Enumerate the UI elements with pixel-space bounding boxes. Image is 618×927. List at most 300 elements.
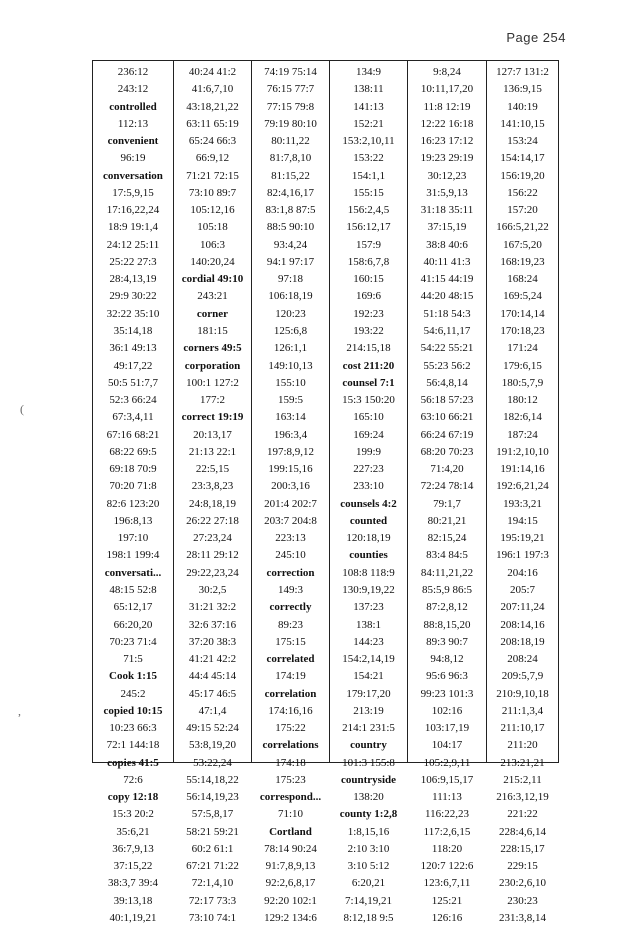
index-reference: 105:18	[197, 221, 228, 234]
index-term: country	[350, 739, 387, 752]
index-reference: 40:1,19,21	[109, 912, 157, 925]
index-reference: 47:1,4	[198, 704, 227, 717]
index-reference: 83:4 84:5	[426, 549, 468, 562]
index-reference: 214:1 231:5	[342, 722, 395, 735]
index-term: countryside	[341, 773, 396, 786]
index-reference: 211:10,17	[500, 722, 545, 735]
index-reference: 3:10 5:12	[347, 860, 390, 873]
index-reference: 49:17,22	[113, 359, 153, 372]
index-reference: 125:21	[431, 894, 463, 907]
index-reference: 54:6,11,17	[423, 324, 471, 337]
index-reference: 208:24	[507, 653, 538, 666]
index-reference: 245:10	[275, 549, 306, 562]
index-reference: 31:18 35:11	[420, 204, 474, 217]
index-reference: 157:20	[507, 204, 538, 217]
index-reference: 181:15	[197, 324, 228, 337]
index-reference: 144:23	[353, 635, 384, 648]
index-reference: 43:18,21,22	[186, 100, 239, 113]
index-reference: 155:15	[353, 186, 384, 199]
index-reference: 52:3 66:24	[109, 394, 157, 407]
index-reference: 199:15,16	[268, 463, 313, 476]
index-reference: 211:1,3,4	[501, 704, 544, 717]
index-reference: 157:9	[355, 238, 382, 251]
index-reference: 91:7,8,9,13	[265, 860, 316, 873]
index-reference: 243:21	[197, 290, 228, 303]
index-reference: 233:10	[353, 480, 384, 493]
index-reference: 16:23 17:12	[420, 135, 474, 148]
index-reference: 105:12,16	[190, 204, 235, 217]
index-reference: 9:8,24	[433, 66, 461, 78]
index-reference: 198:1 199:4	[106, 549, 160, 562]
margin-mark: ,	[18, 704, 21, 718]
index-reference: 160:15	[353, 273, 384, 286]
index-reference: 140:19	[507, 100, 538, 113]
page-number: Page 254	[506, 30, 566, 45]
index-reference: 195:19,21	[500, 532, 545, 545]
index-reference: 153:24	[507, 135, 538, 148]
index-reference: 72:6	[123, 773, 143, 786]
index-reference: 154:2,14,19	[342, 653, 395, 666]
index-reference: 203:7 204:8	[264, 514, 317, 527]
index-reference: 201:4 202:7	[264, 497, 317, 510]
index-term: correspond...	[259, 791, 322, 804]
index-reference: 167:5,20	[503, 238, 542, 251]
index-reference: 105:2,9,11	[423, 756, 471, 769]
index-column-6	[486, 61, 558, 925]
index-reference: 37:20 38:3	[188, 635, 237, 648]
index-reference: 170:14,14	[500, 307, 545, 320]
index-reference: 72:24 78:14	[420, 480, 474, 493]
index-reference: 66:20,20	[113, 618, 153, 631]
index-reference: 60:2 61:1	[191, 842, 234, 855]
index-reference: 153:22	[353, 152, 384, 165]
index-reference: 29:22,23,24	[186, 566, 239, 579]
index-term: counsels 4:2	[340, 497, 397, 510]
index-term: correct 19:19	[181, 411, 244, 424]
index-term: Cortland	[269, 825, 312, 838]
index-reference: 228:4,6,14	[498, 825, 547, 838]
index-reference: 82:6 123:20	[106, 497, 160, 510]
index-reference: 168:19,23	[500, 255, 545, 268]
index-reference: 209:5,7,9	[501, 670, 544, 683]
index-reference: 17:5,9,15	[112, 186, 154, 199]
index-reference: 82:15,24	[427, 532, 467, 545]
index-reference: 140:20,24	[190, 255, 235, 268]
index-reference: 230:23	[507, 894, 538, 907]
index-reference: 37:15,22	[113, 860, 153, 873]
index-term: correlated	[266, 653, 315, 666]
index-reference: 103:17,19	[424, 722, 470, 735]
index-reference: 87:2,8,12	[426, 601, 468, 614]
index-reference: 174:19	[275, 670, 306, 683]
index-reference: 48:15 52:8	[109, 583, 157, 596]
index-reference: 89:23	[277, 618, 304, 631]
index-reference: 94:1 97:17	[266, 255, 315, 268]
index-reference: 120:18,19	[346, 532, 391, 545]
index-reference: 213:21,21	[500, 756, 545, 769]
index-reference: 101:3 155:8	[342, 756, 395, 769]
index-reference: 100:1 127:2	[186, 376, 239, 389]
index-reference: 24:8,18,19	[188, 497, 237, 510]
index-reference: 152:21	[353, 117, 384, 130]
index-reference: 138:11	[353, 83, 384, 96]
index-reference: 8:12,18 9:5	[343, 912, 394, 925]
index-reference: 65:24 66:3	[188, 135, 237, 148]
index-reference: 192:6,21,24	[496, 480, 549, 493]
index-reference: 193:3,21	[503, 497, 542, 510]
index-reference: 29:9 30:22	[109, 290, 157, 303]
index-term: conversation	[103, 169, 163, 182]
index-reference: 80:11,22	[271, 135, 310, 148]
index-term: cost 211:20	[342, 359, 395, 372]
index-reference: 149:3	[277, 583, 304, 596]
index-reference: 194:15	[507, 514, 538, 527]
index-reference: 56:18 57:23	[420, 394, 474, 407]
index-reference: 38:3,7 39:4	[107, 877, 159, 890]
index-reference: 7:14,19,21	[344, 894, 393, 907]
index-reference: 171:24	[507, 342, 538, 355]
index-reference: 72:17 73:3	[188, 894, 237, 907]
index-reference: 67:16 68:21	[106, 428, 160, 441]
index-reference: 118:20	[431, 842, 463, 855]
index-reference: 81:15,22	[271, 169, 310, 182]
index-reference: 136:9,15	[503, 83, 542, 96]
index-reference: 40:24 41:2	[188, 66, 237, 78]
index-reference: 92:20 102:1	[264, 894, 317, 907]
index-reference: 73:10 89:7	[188, 186, 237, 199]
index-reference: 141:13	[353, 100, 384, 113]
index-reference: 158:6,7,8	[347, 255, 390, 268]
index-reference: 10:23 66:3	[109, 722, 157, 735]
index-reference: 180:5,7,9	[501, 376, 544, 389]
index-reference: 45:17 46:5	[188, 687, 237, 700]
index-reference: 1:8,15,16	[347, 825, 390, 838]
index-reference: 44:20 48:15	[420, 290, 474, 303]
index-reference: 211:20	[507, 739, 538, 752]
index-reference: 134:9	[355, 66, 382, 78]
index-reference: 72:1,4,10	[191, 877, 234, 890]
index-reference: 168:24	[507, 273, 538, 286]
index-reference: 192:23	[353, 307, 384, 320]
index-reference: 179:17,20	[346, 687, 391, 700]
index-reference: 94:8,12	[430, 653, 464, 666]
index-reference: 32:6 37:16	[188, 618, 237, 631]
index-reference: 126:1,1	[273, 342, 308, 355]
index-reference: 156:12,17	[346, 221, 391, 234]
index-reference: 44:4 45:14	[188, 670, 237, 683]
index-reference: 92:2,6,8,17	[265, 877, 316, 890]
index-reference: 58:21 59:21	[186, 825, 239, 838]
index-reference: 108:8 118:9	[342, 566, 395, 579]
index-reference: 236:12	[117, 66, 149, 78]
index-reference: 125:6,8	[273, 324, 308, 337]
index-reference: 72:1 144:18	[106, 739, 160, 752]
index-reference: 230:2,6,10	[498, 877, 547, 890]
index-reference: 112:13	[117, 117, 149, 130]
index-reference: 177:2	[199, 394, 226, 407]
index-reference: 216:3,12,19	[496, 791, 549, 804]
index-reference: 21:13 22:1	[188, 445, 237, 458]
index-reference: 68:22 69:5	[109, 445, 157, 458]
index-reference: 175:23	[275, 773, 306, 786]
index-reference: 71:21 72:15	[186, 169, 239, 182]
index-reference: 117:2,6,15	[423, 825, 471, 838]
index-reference: 31:5,9,13	[426, 186, 468, 199]
index-reference: 138:20	[353, 791, 384, 804]
index-reference: 179:6,15	[503, 359, 542, 372]
index-reference: 245:2	[120, 687, 146, 700]
index-reference: 23:3,8,23	[191, 480, 234, 493]
index-reference: 227:23	[353, 463, 384, 476]
index-reference: 126:16	[431, 912, 463, 925]
index-reference: 15:3 150:20	[342, 394, 395, 407]
index-reference: 37:15,19	[427, 221, 467, 234]
index-reference: 106:3	[199, 238, 226, 251]
index-reference: 66:9,12	[195, 152, 230, 165]
index-reference: 214:15,18	[346, 342, 391, 355]
index-term: counsel 7:1	[342, 376, 395, 389]
index-reference: 20:13,17	[193, 428, 232, 441]
index-reference: 19:23 29:19	[420, 152, 474, 165]
index-reference: 127:7 131:2	[496, 66, 549, 78]
index-reference: 56:14,19,23	[186, 791, 239, 804]
index-reference: 17:16,22,24	[106, 204, 160, 217]
index-reference: 63:10 66:21	[420, 411, 474, 424]
index-term: convenient	[107, 135, 159, 148]
index-reference: 123:6,7,11	[423, 877, 471, 890]
index-reference: 169:6	[355, 290, 382, 303]
index-reference: 41:6,7,10	[191, 83, 234, 96]
index-reference: 73:10 74:1	[188, 912, 237, 925]
index-reference: 208:18,19	[500, 635, 545, 648]
index-reference: 78:14 90:24	[264, 842, 317, 855]
index-reference: 22:5,15	[195, 463, 230, 476]
index-reference: 40:11 41:3	[423, 255, 471, 268]
index-reference: 129:2 134:6	[264, 912, 317, 925]
index-reference: 89:3 90:7	[426, 635, 468, 648]
index-reference: 174:16,16	[268, 704, 313, 717]
index-reference: 55:23 56:2	[423, 359, 471, 372]
index-reference: 154:14,17	[500, 152, 545, 165]
index-term: corners 49:5	[183, 342, 242, 355]
index-reference: 53:22,24	[193, 756, 232, 769]
index-reference: 27:23,24	[193, 532, 232, 545]
index-reference: 182:6,14	[503, 411, 542, 424]
index-reference: 130:9,19,22	[342, 583, 395, 596]
index-reference: 41:15 44:19	[420, 273, 474, 286]
index-reference: 67:21 71:22	[186, 860, 239, 873]
index-reference: 85:5,9 86:5	[421, 583, 473, 596]
index-reference: 199:9	[355, 445, 382, 458]
index-reference: 26:22 27:18	[186, 514, 239, 527]
index-term: correlation	[264, 687, 317, 700]
index-reference: 67:3,4,11	[112, 411, 154, 424]
index-reference: 155:10	[275, 376, 306, 389]
index-reference: 169:24	[353, 428, 384, 441]
index-reference: 81:7,8,10	[269, 152, 312, 165]
index-reference: 154:21	[353, 670, 384, 683]
index-reference: 28:11 29:12	[186, 549, 239, 562]
index-reference: 55:14,18,22	[186, 773, 239, 786]
index-reference: 82:4,16,17	[266, 186, 315, 199]
index-reference: 196:1 197:3	[496, 549, 549, 562]
index-reference: 74:19 75:14	[264, 66, 317, 78]
index-reference: 36:1 49:13	[109, 342, 157, 355]
index-reference: 231:3,8,14	[498, 912, 547, 925]
index-reference: 165:10	[353, 411, 384, 424]
index-reference: 193:22	[353, 324, 384, 337]
index-reference: 68:20 70:23	[420, 445, 474, 458]
index-term: Cook 1:15	[109, 670, 157, 683]
index-reference: 88:5 90:10	[266, 221, 315, 234]
index-reference: 36:7,9,13	[112, 842, 154, 855]
index-reference: 35:6,21	[116, 825, 150, 838]
index-reference: 49:15 52:24	[186, 722, 239, 735]
index-reference: 56:4,8,14	[426, 376, 468, 389]
index-reference: 95:6 96:3	[426, 670, 468, 683]
index-reference: 106:18,19	[268, 290, 313, 303]
index-term: correction	[266, 566, 315, 579]
index-reference: 66:24 67:19	[420, 428, 474, 441]
index-reference: 96:19	[120, 152, 146, 165]
index-reference: 229:15	[507, 860, 538, 873]
index-reference: 175:22	[275, 722, 306, 735]
index-reference: 65:12,17	[113, 601, 153, 614]
index-reference: 69:18 70:9	[109, 463, 157, 476]
index-reference: 153:2,10,11	[342, 135, 395, 148]
index-reference: 180:12	[507, 394, 538, 407]
index-reference: 156:22	[507, 186, 538, 199]
index-reference: 77:15 79:8	[266, 100, 315, 113]
index-term: conversati...	[104, 566, 162, 579]
index-reference: 174:18	[275, 756, 306, 769]
index-reference: 154:1,1	[351, 169, 386, 182]
index-reference: 102:16	[431, 704, 463, 717]
index-reference: 35:14,18	[113, 324, 153, 337]
index-column-3	[251, 61, 329, 925]
index-reference: 187:24	[507, 428, 538, 441]
index-reference: 39:13,18	[113, 894, 153, 907]
index-reference: 71:5	[123, 653, 143, 666]
index-reference: 6:20,21	[351, 877, 386, 890]
word-index-table	[92, 60, 559, 925]
index-column-5	[407, 61, 486, 925]
index-reference: 54:22 55:21	[420, 342, 474, 355]
index-reference: 163:14	[275, 411, 306, 424]
index-reference: 28:4,13,19	[109, 273, 157, 286]
index-reference: 116:22,23	[425, 808, 469, 821]
index-reference: 213:19	[353, 704, 384, 717]
index-reference: 156:2,4,5	[347, 204, 390, 217]
index-reference: 30:2,5	[198, 583, 227, 596]
index-reference: 204:16	[507, 566, 538, 579]
index-reference: 57:5,8,17	[191, 808, 234, 821]
index-reference: 50:5 51:7,7	[107, 376, 159, 389]
index-reference: 120:23	[275, 307, 306, 320]
index-reference: 79:1,7	[433, 497, 461, 510]
margin-mark: (	[20, 402, 24, 416]
index-reference: 223:13	[275, 532, 306, 545]
index-term: correctly	[269, 601, 312, 614]
index-reference: 12:22 16:18	[420, 117, 474, 130]
index-reference: 80:21,21	[427, 514, 467, 527]
index-reference: 243:12	[117, 83, 149, 96]
index-reference: 137:23	[353, 601, 384, 614]
index-reference: 196:8,13	[113, 514, 153, 527]
index-reference: 175:15	[275, 635, 306, 648]
index-term: corporation	[184, 359, 241, 372]
index-term: county 1:2,8	[339, 808, 398, 821]
index-reference: 53:8,19,20	[188, 739, 237, 752]
index-reference: 221:22	[507, 808, 538, 821]
index-reference: 24:12 25:11	[106, 238, 160, 251]
index-column-2	[173, 61, 251, 925]
index-term: copied 10:15	[103, 704, 163, 717]
index-reference: 30:12,23	[427, 169, 467, 182]
index-reference: 70:23 71:4	[109, 635, 157, 648]
index-reference: 159:5	[277, 394, 304, 407]
index-reference: 197:8,9,12	[266, 445, 315, 458]
index-reference: 2:10 3:10	[347, 842, 390, 855]
index-term: counted	[349, 514, 388, 527]
index-reference: 191:2,10,10	[496, 445, 549, 458]
index-reference: 197:10	[117, 532, 149, 545]
index-reference: 93:4,24	[273, 238, 308, 251]
index-reference: 18:9 19:1,4	[107, 221, 159, 234]
index-reference: 83:1,8 87:5	[265, 204, 316, 217]
index-reference: 191:14,16	[500, 463, 545, 476]
index-reference: 84:11,21,22	[420, 566, 474, 579]
index-reference: 88:8,15,20	[423, 618, 471, 631]
index-reference: 111:13	[432, 791, 462, 804]
index-term: copy 12:18	[107, 791, 159, 804]
index-reference: 166:5,21,22	[496, 221, 549, 234]
index-reference: 120:7 122:6	[420, 860, 474, 873]
index-term: copies 41:5	[107, 756, 159, 769]
index-reference: 97:18	[277, 273, 304, 286]
index-reference: 210:9,10,18	[496, 687, 549, 700]
index-reference: 149:10,13	[268, 359, 313, 372]
index-reference: 63:11 65:19	[186, 117, 239, 130]
index-reference: 31:21 32:2	[188, 601, 237, 614]
index-term: counties	[349, 549, 388, 562]
index-reference: 169:5,24	[503, 290, 542, 303]
index-term: correlations	[262, 739, 319, 752]
index-reference: 71:4,20	[430, 463, 464, 476]
index-reference: 76:15 77:7	[266, 83, 315, 96]
index-reference: 208:14,16	[500, 618, 545, 631]
index-reference: 10:11,17,20	[420, 83, 474, 96]
index-reference: 207:11,24	[500, 601, 545, 614]
index-reference: 170:18,23	[500, 324, 545, 337]
index-term: controlled	[109, 100, 157, 113]
index-reference: 200:3,16	[271, 480, 310, 493]
index-reference: 41:21 42:2	[188, 653, 237, 666]
index-reference: 156:19,20	[500, 169, 545, 182]
index-reference: 15:3 20:2	[112, 808, 154, 821]
index-reference: 38:8 40:6	[426, 238, 468, 251]
index-reference: 71:10	[277, 808, 304, 821]
index-reference: 104:17	[431, 739, 463, 752]
index-reference: 25:22 27:3	[109, 255, 157, 268]
index-column-1	[93, 61, 173, 925]
index-column-4	[329, 61, 407, 925]
index-reference: 99:23 101:3	[420, 687, 474, 700]
index-reference: 32:22 35:10	[106, 307, 160, 320]
index-reference: 196:3,4	[273, 428, 308, 441]
index-reference: 79:19 80:10	[264, 117, 317, 130]
index-term: cordial 49:10	[181, 273, 244, 286]
